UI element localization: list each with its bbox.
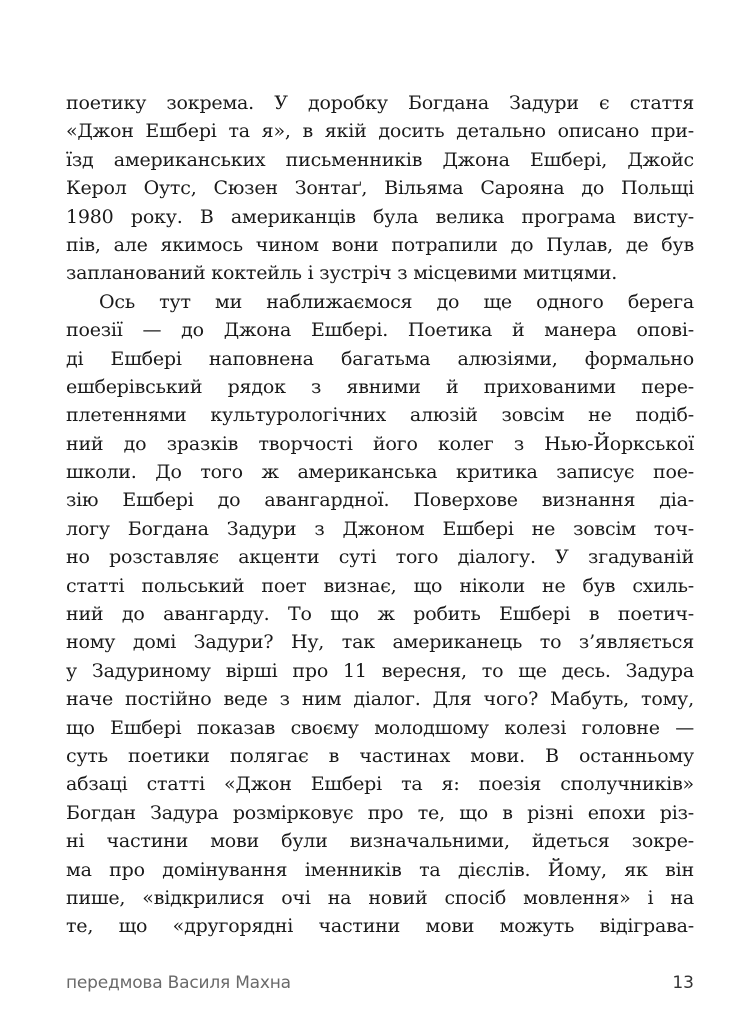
text-line: пише, «відкрилися очі на новий спосіб мовлення» і на <box>66 886 694 909</box>
text-line: ді Ешбері наповнена багатьма алюзіями, формально <box>66 347 694 370</box>
text-line: поетику зокрема. У доробку Богдана Задури є стаття <box>66 92 694 114</box>
page-number: 13 <box>672 973 694 993</box>
text-line: їзд американських письменників Джона Ешбері, Джойс <box>66 148 694 171</box>
text-line: ні частини мови були визначальними, йдеться зокре- <box>66 830 694 853</box>
paragraph <box>66 89 694 288</box>
text-line: но розставляє акценти суті того діалогу. У згадуваній <box>66 546 694 569</box>
text-line: запланований коктейль і зустріч з місцевими митцями. <box>66 262 618 285</box>
text-line: поезії — до Джона Ешбері. Поетика й манера опові- <box>66 319 694 342</box>
text-line: наче постійно веде з ним діалог. Для чого? Мабуть, тому, <box>66 688 694 711</box>
text-line: Богдан Задура розмірковує про те, що в різні епохи різ- <box>66 801 694 824</box>
text-line: ному домі Задури? Ну, так американець то з’являється <box>66 631 694 654</box>
text-line: 1980 року. В американців була велика програма висту- <box>66 205 694 228</box>
text-line: абзаці статті «Джон Ешбері та я: поезія сполучників» <box>66 773 694 796</box>
text-line: статті польський поет визнає, що ніколи не був схиль- <box>66 574 694 597</box>
text-line: що Ешбері показав своєму молодшому колезі головне — <box>66 716 694 739</box>
text-line: суть поетики полягає в частинах мови. В останньому <box>66 744 694 767</box>
text-line: ешберівський рядок з явними й прихованими пере- <box>66 375 694 398</box>
text-line: Керол Оутс, Сюзен Зонтаґ, Вільяма Сарояна до Польщі <box>66 177 694 200</box>
text-line: плетеннями культурологічних алюзій зовсім не подіб- <box>66 404 694 427</box>
text-line: логу Богдана Задури з Джоном Ешбері не зовсім точ- <box>66 517 694 540</box>
text-line: Ось тут ми наближаємося до ще одного берега <box>99 290 694 313</box>
text-line: «Джон Ешбері та я», в якій досить детально описано при- <box>66 120 694 143</box>
running-title: передмова Василя Махна <box>66 973 291 993</box>
text-line: у Задуриному вірші про 11 вересня, то ще десь. Задура <box>66 659 694 682</box>
text-line: ний до авангарду. То що ж робить Ешбері в поетич- <box>66 603 694 626</box>
text-line: ний до зразків творчості його колег з Нью-Йоркської <box>66 432 694 455</box>
text-line: ма про домінування іменників та дієслів. Йому, як він <box>66 858 694 881</box>
text-line: школи. До того ж американська критика записує пое- <box>66 461 694 484</box>
paragraph <box>66 288 694 941</box>
text-line: те, що «другорядні частини мови можуть відіграва- <box>66 915 694 938</box>
text-line: пів, але якимось чином вони потрапили до Пулав, де був <box>66 233 694 256</box>
page-body <box>66 89 694 941</box>
text-line: зію Ешбері до авангардної. Поверхове визнання діа- <box>66 489 694 512</box>
